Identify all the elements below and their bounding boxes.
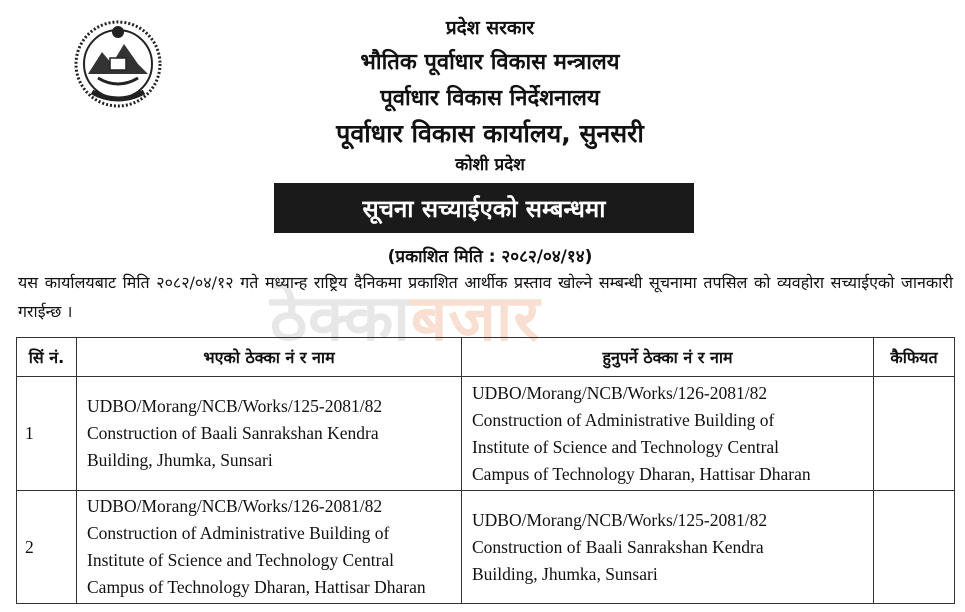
header-line-directorate: पूर्वाधार विकास निर्देशनालय [380,86,600,111]
remarks-cell [874,491,955,604]
contract-line: UDBO/Morang/NCB/Works/125-2081/82 [87,396,383,416]
header-serial-number: सिं नं. [17,338,77,377]
contract-line: Institute of Science and Technology Central [87,550,395,570]
header-line-ministry: भौतिक पूर्वाधार विकास मन्त्रालय [360,50,620,75]
contract-line: Construction of Baali Sanrakshan Kendra [472,536,764,557]
contract-line: UDBO/Morang/NCB/Works/126-2081/82 [472,382,768,403]
correction-table [16,337,955,604]
contract-line: Construction of Baali Sanrakshan Kendra [87,423,379,443]
contract-line: Construction of Administrative Building of [87,523,390,543]
table-row [17,491,955,604]
published-date: (प्रकाशित मिति : २०८२/०४/१४) [387,247,593,267]
header-line-province: कोशी प्रदेश [455,155,525,175]
contract-line: Building, Jhumka, Sunsari [472,563,658,584]
nepal-government-emblem [72,18,164,110]
watermark-part-2: बजार [410,282,541,356]
contract-line: UDBO/Morang/NCB/Works/126-2081/82 [87,496,383,516]
contract-line: Campus of Technology Dharan, Hattisar Dharan [87,577,426,597]
contract-line: Construction of Administrative Building of [472,409,775,430]
serial-number: 2 [17,491,77,604]
current-contract-cell [77,491,462,604]
serial-number: 1 [17,377,77,491]
corrected-contract-cell [462,377,874,491]
header-line-office: पूर्वाधार विकास कार्यालय, सुनसरी [336,119,644,148]
table-header-row [17,338,955,377]
current-contract-cell [77,377,462,491]
table-row [17,377,955,491]
header-current-contract: भएको ठेक्का नं र नाम [77,338,462,377]
header-corrected-contract: हुनुपर्ने ठेक्का नं र नाम [462,338,874,377]
contract-line: UDBO/Morang/NCB/Works/125-2081/82 [472,509,768,530]
contract-line: Building, Jhumka, Sunsari [87,450,273,470]
header-remarks: कैफियत [874,338,955,377]
contract-line: Institute of Science and Technology Central [472,436,780,457]
notice-title-banner: सूचना सच्याईएको सम्बन्धमा [274,183,694,233]
notice-body-text: यस कार्यालयबाट मिति २०८२/०४/१२ गते मध्यान्ह राष्ट्रिय दैनिकमा प्रकाशित आर्थीक प्रस्ताव खोल्ने सम्बन्धी सूचनामा तपसिल को व्यवहोरा सच्याईएको जानकारी गराईन्छ । [18,273,953,321]
header-line-province-government: प्रदेश सरकार [445,17,535,39]
remarks-cell [874,377,955,491]
contract-line: Campus of Technology Dharan, Hattisar Dharan [472,463,811,484]
watermark-part-1: ठेक्का [270,282,411,356]
corrected-contract-cell [462,491,874,604]
